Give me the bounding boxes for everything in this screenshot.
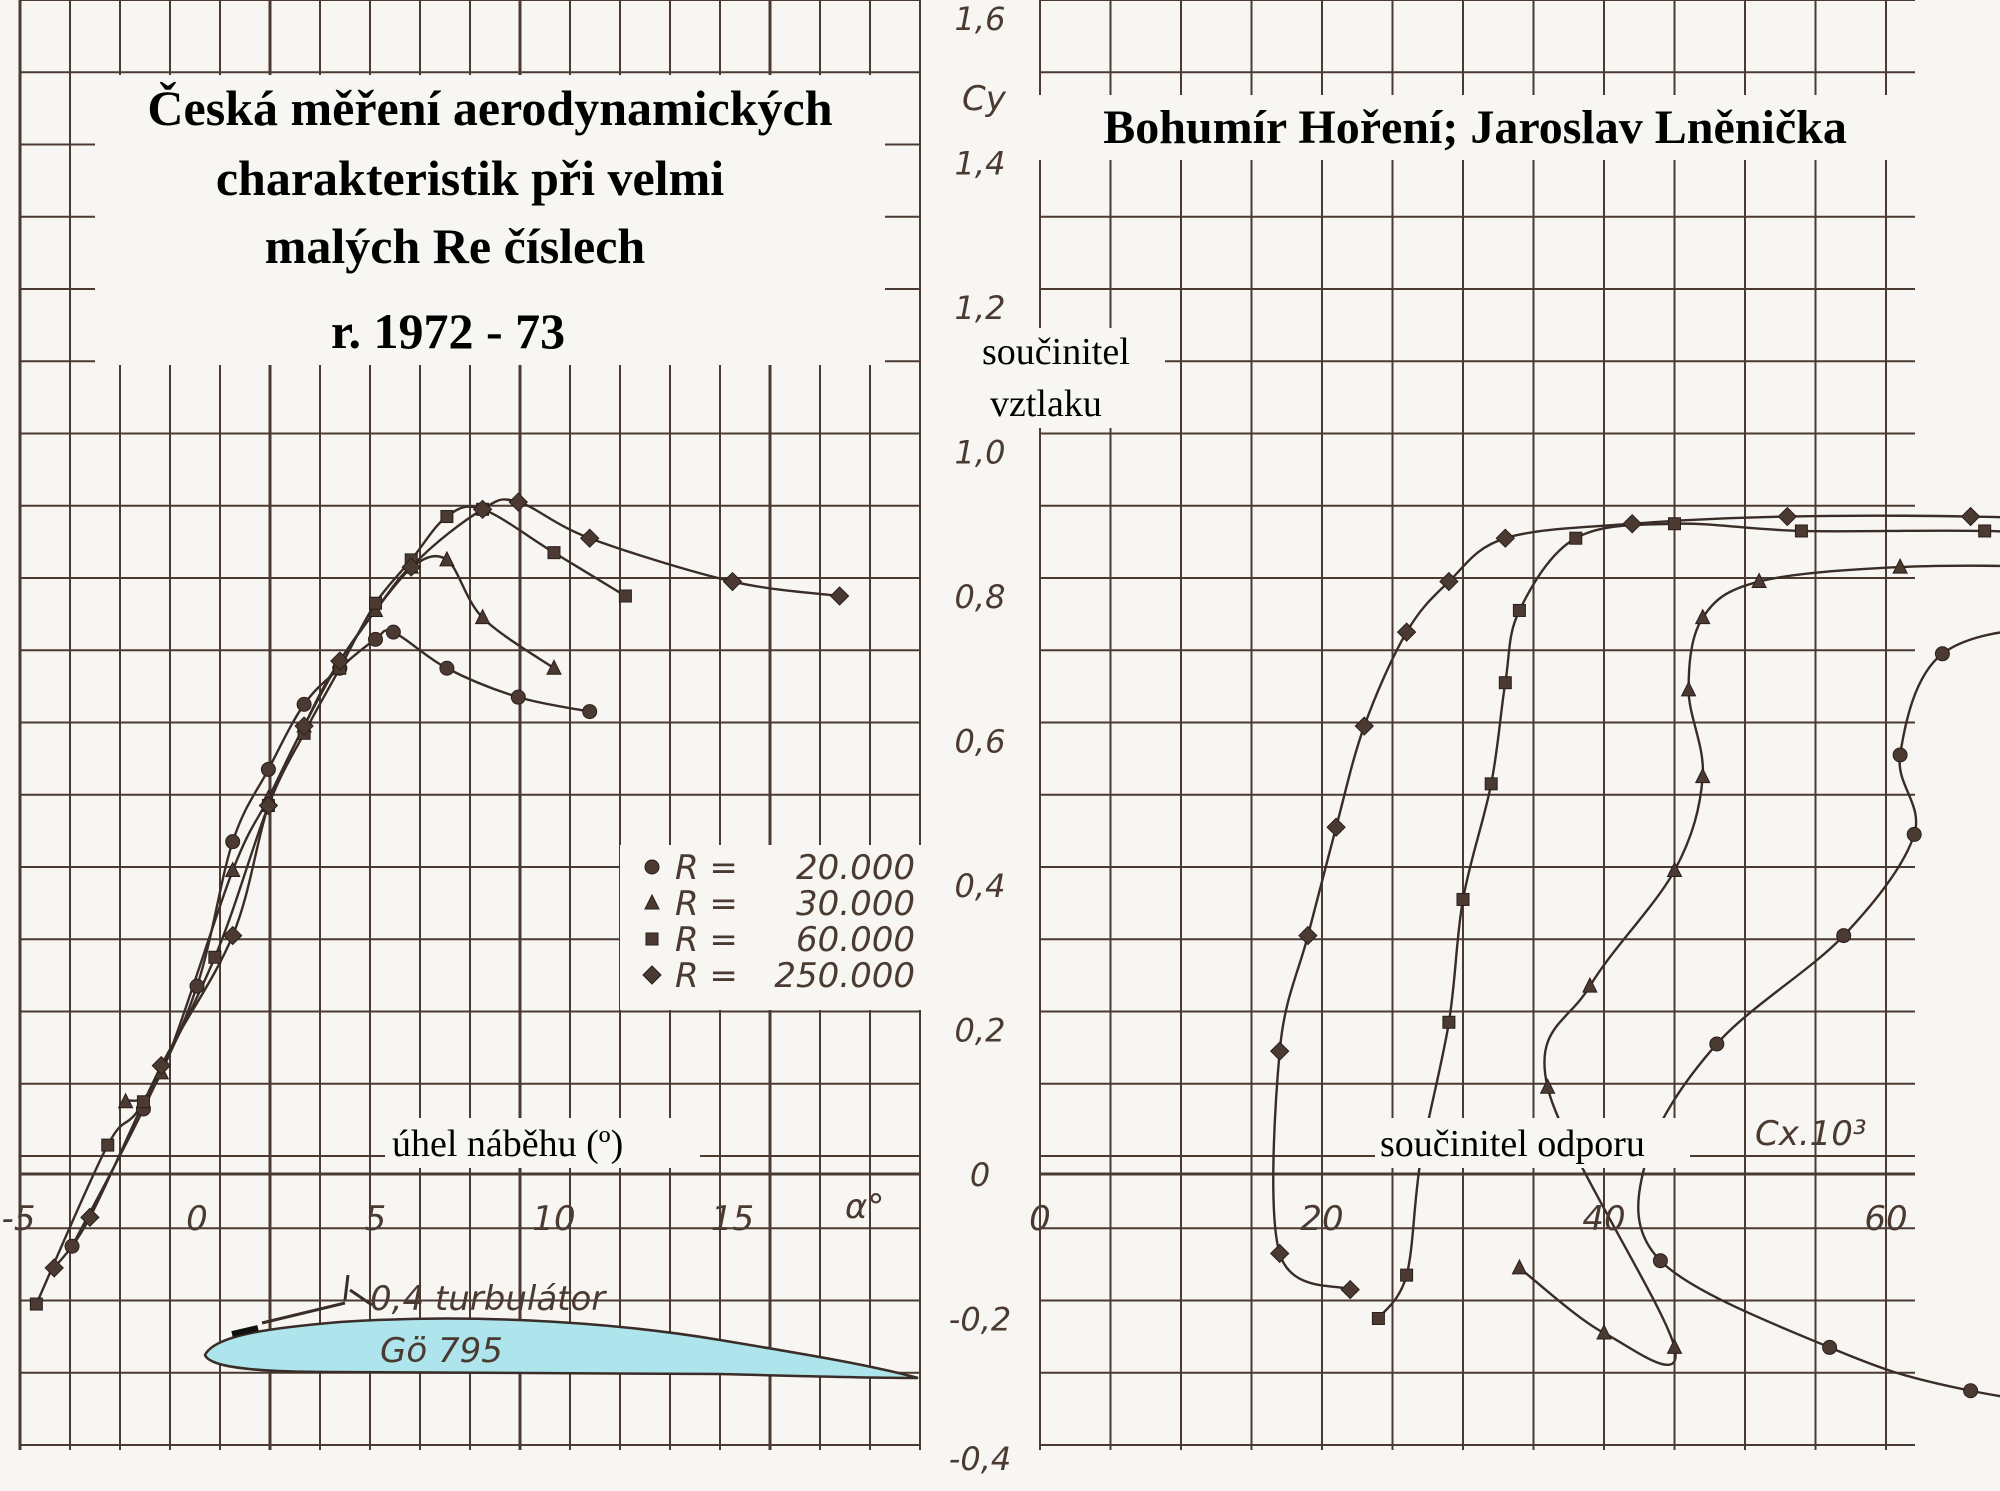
left-x-tick-label: 0 [186, 1199, 208, 1239]
legend-prefix: R = [675, 884, 738, 924]
data-point-square [1401, 1269, 1413, 1281]
lift-label-line-1: součinitel [982, 331, 1130, 373]
data-point-circle [261, 762, 275, 776]
right-x-axis-label: Cx.10³ [1755, 1114, 1867, 1154]
data-point-triangle [1696, 769, 1710, 783]
y-tick-label: 1,2 [954, 289, 1006, 327]
left-x-tick-label: 5 [364, 1199, 387, 1239]
data-point-diamond [724, 573, 742, 591]
data-point-circle [386, 625, 400, 639]
title-line-2: charakteristik při velmi [215, 150, 725, 206]
y-tick-label: 1,6 [954, 0, 1006, 38]
legend-prefix: R = [675, 956, 738, 996]
data-point-square [137, 1096, 149, 1108]
data-point-diamond [1271, 1042, 1289, 1060]
data-point-square [1372, 1313, 1384, 1325]
data-point-square [1485, 778, 1497, 790]
title-year: r. 1972 - 73 [330, 303, 566, 359]
data-point-triangle [226, 863, 240, 877]
left-x-tick-labels [2, 1199, 755, 1239]
right-grid [1040, 0, 1915, 1450]
data-point-circle [1907, 827, 1921, 841]
legend-value: 60.000 [796, 920, 915, 960]
y-tick-label: 0,8 [954, 578, 1006, 616]
airfoil-name: Gö 795 [380, 1331, 503, 1371]
y-tick-label: 0 [969, 1156, 991, 1194]
turbulator-label: 0,4 turbulátor [370, 1279, 606, 1319]
data-point-triangle [1541, 1079, 1555, 1093]
data-point-circle [1893, 748, 1907, 762]
authors: Bohumír Hoření; Jaroslav Lněnička [1103, 101, 1847, 154]
y-tick-label: -0,4 [948, 1440, 1012, 1478]
data-point-circle [1710, 1037, 1724, 1051]
right-series-line-1 [1519, 566, 2000, 1365]
data-point-square [1570, 532, 1582, 544]
data-point-diamond [831, 587, 849, 605]
legend-value: 30.000 [796, 884, 915, 924]
data-point-square [102, 1139, 114, 1151]
data-point-triangle [1512, 1260, 1526, 1274]
left-series-line-2 [36, 507, 625, 1304]
data-point-square [1979, 525, 1991, 537]
left-series-line-1 [126, 556, 554, 1102]
data-point-diamond [1778, 508, 1796, 526]
data-point-square [646, 933, 658, 945]
data-point-square [441, 511, 453, 523]
data-point-triangle [1597, 1325, 1611, 1339]
title-line-1: Česká měření aerodynamických [147, 80, 833, 136]
data-point-circle [1823, 1340, 1837, 1354]
data-point-diamond [1398, 623, 1416, 641]
right-series-line-0 [1638, 622, 2000, 1449]
data-point-square [1499, 677, 1511, 689]
data-point-triangle [1668, 1339, 1682, 1353]
data-point-diamond [1341, 1281, 1359, 1299]
data-point-diamond [1623, 515, 1641, 533]
y-tick-label: 1,0 [954, 433, 1006, 472]
right-x-tick-label: 60 [1864, 1199, 1908, 1239]
data-point-diamond [1962, 508, 1980, 526]
drag-label: součinitel odporu [1380, 1123, 1645, 1165]
data-point-diamond [1355, 717, 1373, 735]
data-point-square [1443, 1016, 1455, 1028]
data-point-diamond [1271, 1244, 1289, 1262]
airfoil-sketch [205, 1275, 918, 1378]
data-point-square [1669, 518, 1681, 530]
left-x-tick-label: 10 [532, 1199, 576, 1239]
title-line-3: malých Re číslech [264, 218, 646, 274]
right-x-tick-labels [1029, 1199, 2000, 1239]
data-point-circle [1964, 1384, 1978, 1398]
data-point-circle [369, 632, 383, 646]
legend-value: 20.000 [796, 848, 915, 888]
y-tick-label: 0,4 [954, 867, 1006, 905]
data-point-square [619, 590, 631, 602]
data-point-circle [65, 1239, 79, 1253]
left-x-tick-label: 15 [710, 1199, 755, 1239]
data-point-triangle [1668, 863, 1682, 877]
turbulator-leader [262, 1275, 372, 1323]
right-x-tick-label: 0 [1029, 1199, 1051, 1239]
y-tick-label: -0,2 [948, 1300, 1012, 1339]
data-point-square [1795, 525, 1807, 537]
lift-vs-drag-chart [949, 0, 2000, 1478]
data-point-circle [1837, 929, 1851, 943]
legend [620, 845, 925, 1010]
right-x-tick-label: 40 [1582, 1199, 1626, 1239]
data-point-circle [440, 661, 454, 675]
data-point-square [1457, 893, 1469, 905]
y-tick-labels [949, 0, 1011, 1478]
legend-value: 250.000 [774, 956, 915, 996]
left-x-tick-label: -5 [1, 1199, 36, 1239]
airfoil-shape [205, 1319, 918, 1378]
lift-label-line-2: vztlaku [990, 383, 1102, 425]
right-curves [1273, 516, 2000, 1449]
data-point-diamond [509, 493, 527, 511]
y-axis-label: Cy [962, 79, 1006, 119]
data-point-square [209, 951, 221, 963]
legend-prefix: R = [675, 848, 738, 888]
y-tick-label: 0,6 [954, 722, 1006, 761]
data-point-circle [1653, 1254, 1667, 1268]
data-point-triangle [1682, 682, 1696, 696]
data-point-circle [190, 979, 204, 993]
data-point-diamond [1496, 529, 1514, 547]
data-point-circle [1935, 647, 1949, 661]
left-x-axis-label: α° [845, 1187, 885, 1227]
data-point-diamond [1327, 818, 1345, 836]
data-point-circle [226, 835, 240, 849]
data-point-circle [511, 690, 525, 704]
data-point-circle [297, 697, 311, 711]
data-point-square [370, 597, 382, 609]
data-point-circle [645, 860, 659, 874]
data-point-square [548, 547, 560, 559]
right-x-tick-label: 20 [1300, 1199, 1344, 1239]
angle-label: úhel náběhu (º) [392, 1123, 624, 1165]
data-point-square [30, 1298, 42, 1310]
legend-prefix: R = [675, 920, 738, 960]
y-tick-label: 1,4 [954, 144, 1006, 183]
data-point-triangle [440, 552, 454, 566]
y-tick-label: 0,2 [954, 1011, 1006, 1050]
data-point-diamond [581, 529, 599, 547]
data-point-circle [583, 705, 597, 719]
data-point-square [1513, 604, 1525, 616]
data-point-triangle [547, 660, 561, 674]
data-point-diamond [1299, 927, 1317, 945]
